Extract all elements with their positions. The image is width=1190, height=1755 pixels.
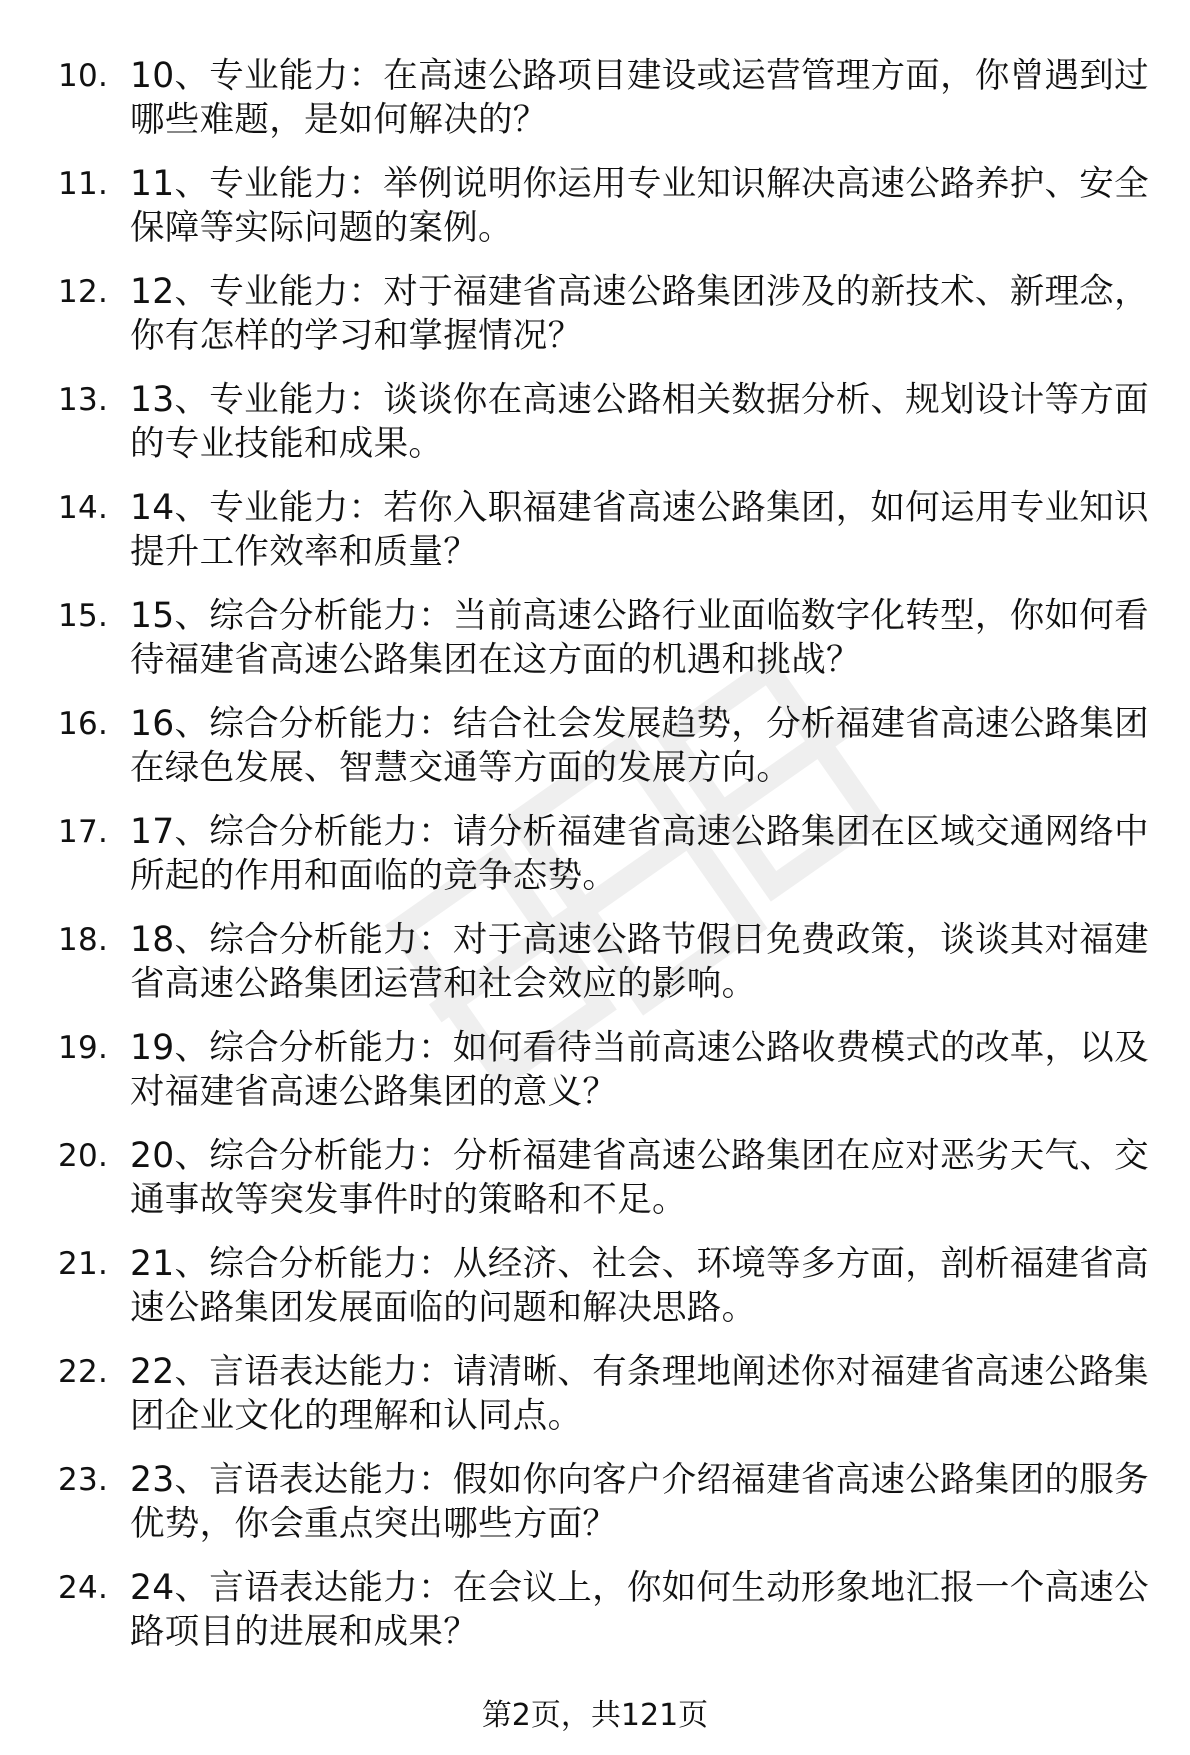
- question-text: 19、综合分析能力：如何看待当前高速公路收费模式的改革，以及对福建省高速公路集团的意义？: [130, 1028, 1149, 1112]
- question-item-21: [58, 1242, 1158, 1330]
- question-number: 22.: [58, 1354, 109, 1390]
- question-text: 18、综合分析能力：对于高速公路节假日免费政策，谈谈其对福建省高速公路集团运营和社会效应的影响。: [130, 920, 1149, 1004]
- question-number: 14.: [58, 490, 109, 526]
- question-number: 11.: [58, 166, 109, 202]
- question-number: 21.: [58, 1246, 109, 1282]
- question-item-10: [58, 54, 1158, 142]
- question-text: 12、专业能力：对于福建省高速公路集团涉及的新技术、新理念，你有怎样的学习和掌握情况？: [130, 272, 1149, 356]
- question-text: 13、专业能力：谈谈你在高速公路相关数据分析、规划设计等方面的专业技能和成果。: [130, 380, 1149, 464]
- question-item-13: [58, 378, 1158, 466]
- question-item-15: [58, 594, 1158, 682]
- question-number: 12.: [58, 274, 109, 310]
- page-footer: [0, 1690, 1190, 1734]
- question-text: 10、专业能力：在高速公路项目建设或运营管理方面，你曾遇到过哪些难题，是如何解决的？: [130, 56, 1149, 140]
- page-number-label: 第2页，共121页: [481, 1698, 709, 1733]
- question-item-16: [58, 702, 1158, 790]
- question-item-14: [58, 486, 1158, 574]
- question-list: [58, 54, 1158, 1674]
- question-number: 16.: [58, 706, 109, 742]
- question-item-12: [58, 270, 1158, 358]
- question-item-22: [58, 1350, 1158, 1438]
- question-number: 18.: [58, 922, 109, 958]
- question-text: 23、言语表达能力：假如你向客户介绍福建省高速公路集团的服务优势，你会重点突出哪些方面？: [130, 1460, 1149, 1544]
- question-number: 13.: [58, 382, 109, 418]
- question-item-19: [58, 1026, 1158, 1114]
- question-item-20: [58, 1134, 1158, 1222]
- question-number: 20.: [58, 1138, 109, 1174]
- question-number: 19.: [58, 1030, 109, 1066]
- question-item-24: [58, 1566, 1158, 1654]
- question-number: 15.: [58, 598, 109, 634]
- question-text: 24、言语表达能力：在会议上，你如何生动形象地汇报一个高速公路项目的进展和成果？: [130, 1568, 1149, 1652]
- question-text: 21、综合分析能力：从经济、社会、环境等多方面，剖析福建省高速公路集团发展面临的问题和解决思路。: [130, 1244, 1149, 1328]
- question-item-18: [58, 918, 1158, 1006]
- question-item-17: [58, 810, 1158, 898]
- question-number: 17.: [58, 814, 109, 850]
- question-text: 20、综合分析能力：分析福建省高速公路集团在应对恶劣天气、交通事故等突发事件时的策略和不足。: [130, 1136, 1149, 1220]
- question-text: 17、综合分析能力：请分析福建省高速公路集团在区域交通网络中所起的作用和面临的竞争态势。: [130, 812, 1149, 896]
- question-item-23: [58, 1458, 1158, 1546]
- question-text: 14、专业能力：若你入职福建省高速公路集团，如何运用专业知识提升工作效率和质量？: [130, 488, 1149, 572]
- question-number: 10.: [58, 58, 109, 94]
- question-item-11: [58, 162, 1158, 250]
- question-text: 16、综合分析能力：结合社会发展趋势，分析福建省高速公路集团在绿色发展、智慧交通等方面的发展方向。: [130, 704, 1149, 788]
- question-number: 24.: [58, 1570, 109, 1606]
- question-text: 11、专业能力：举例说明你运用专业知识解决高速公路养护、安全保障等实际问题的案例。: [130, 164, 1149, 248]
- question-text: 15、综合分析能力：当前高速公路行业面临数字化转型，你如何看待福建省高速公路集团在这方面的机遇和挑战？: [130, 596, 1149, 680]
- question-number: 23.: [58, 1462, 109, 1498]
- question-text: 22、言语表达能力：请清晰、有条理地阐述你对福建省高速公路集团企业文化的理解和认同点。: [130, 1352, 1149, 1436]
